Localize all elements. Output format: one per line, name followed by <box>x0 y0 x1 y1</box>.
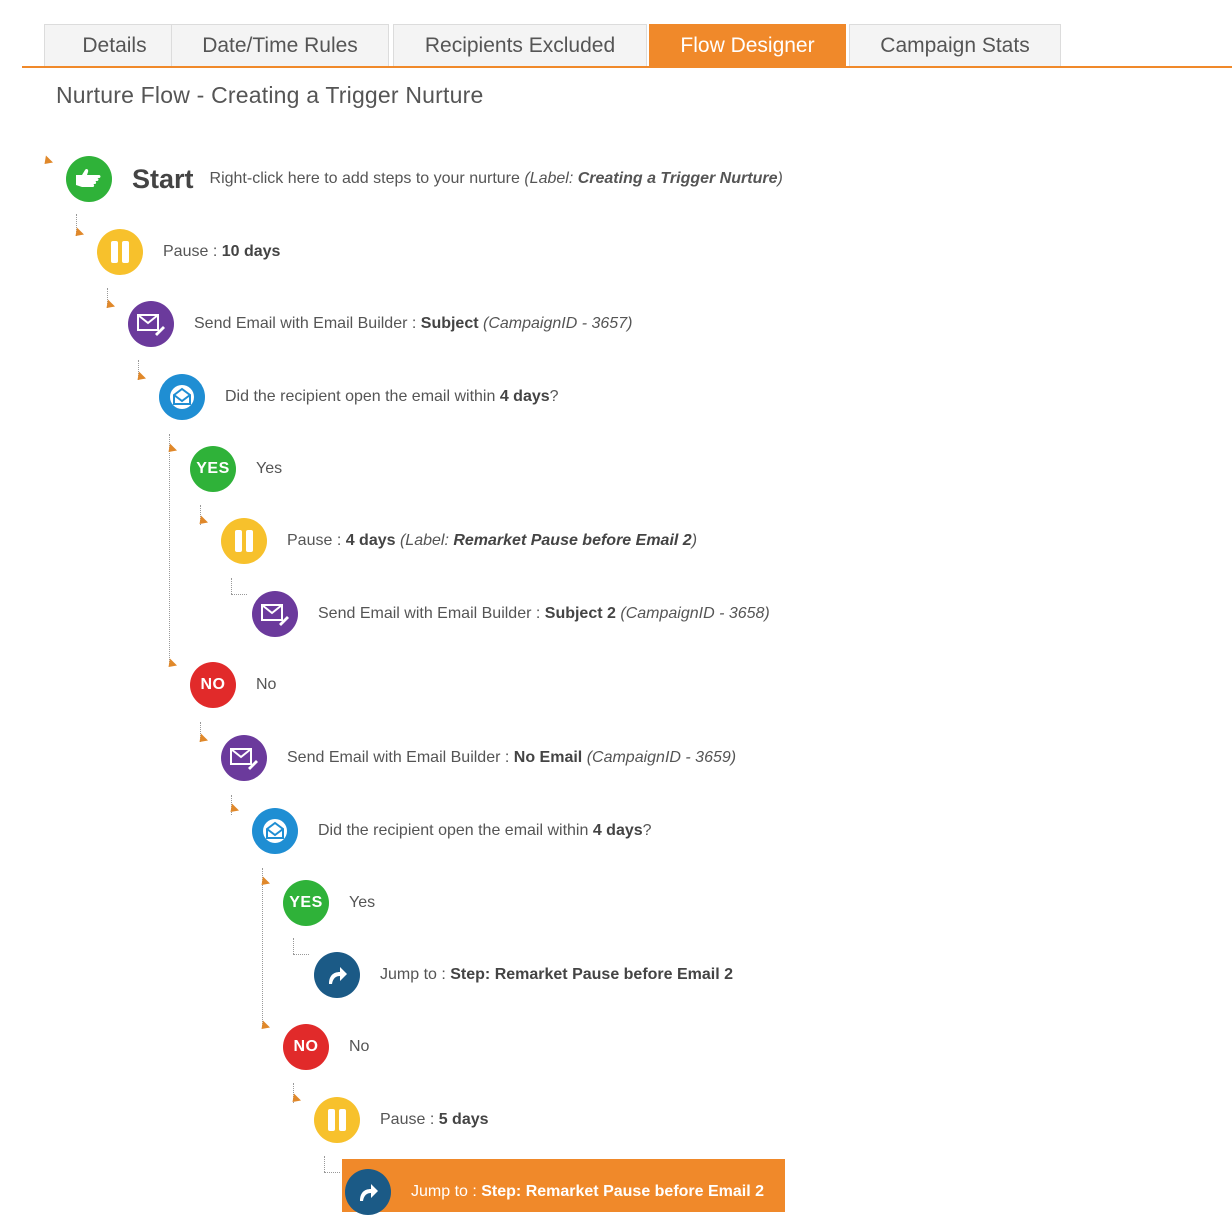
collapse-caret-icon[interactable] <box>72 227 84 239</box>
yes-branch[interactable] <box>190 446 282 492</box>
jump-arrow-icon <box>345 1169 391 1215</box>
branch-label: Yes <box>349 894 376 911</box>
step-label: Send Email with Email Builder : Subject 2 (CampaignID - 3658) <box>318 605 770 622</box>
tab-recipients-excluded[interactable] <box>393 24 647 66</box>
pause-step[interactable] <box>221 518 697 564</box>
collapse-caret-icon[interactable] <box>41 155 53 167</box>
condition-step[interactable] <box>159 374 559 420</box>
email-builder-icon <box>252 591 298 637</box>
yes-badge-icon: YES <box>190 446 236 492</box>
step-label: Pause : 10 days <box>163 243 281 260</box>
branch-label: Yes <box>256 460 283 477</box>
email-builder-icon <box>128 301 174 347</box>
step-label: Jump to : Step: Remarket Pause before Email 2 <box>380 966 734 983</box>
tab-date-time-rules[interactable] <box>171 24 389 66</box>
pause-icon <box>314 1097 360 1143</box>
open-email-icon <box>159 374 205 420</box>
tab-label: Recipients Excluded <box>424 33 616 57</box>
step-label: Did the recipient open the email within 4 days? <box>225 388 559 405</box>
yes-badge-icon: YES <box>283 880 329 926</box>
step-label: Did the recipient open the email within 4 days? <box>318 822 652 839</box>
tab-bar <box>22 24 1232 68</box>
pause-step[interactable] <box>97 229 280 275</box>
no-branch[interactable] <box>190 662 276 708</box>
tab-flow-designer[interactable] <box>649 24 846 66</box>
jump-step-selected[interactable] <box>345 1169 764 1215</box>
collapse-caret-icon[interactable] <box>165 658 177 670</box>
no-badge-icon: NO <box>190 662 236 708</box>
start-note: Right-click here to add steps to your nurture (Label: Creating a Trigger Nurture) <box>209 170 783 187</box>
collapse-caret-icon[interactable] <box>289 1093 301 1105</box>
send-email-step[interactable] <box>221 735 736 781</box>
jump-step[interactable] <box>314 952 733 998</box>
start-node[interactable] <box>66 156 783 202</box>
open-email-icon <box>252 808 298 854</box>
tab-label: Date/Time Rules <box>202 33 358 57</box>
send-email-step[interactable] <box>252 591 770 637</box>
collapse-caret-icon[interactable] <box>196 733 208 745</box>
condition-step[interactable] <box>252 808 652 854</box>
branch-label: No <box>349 1038 370 1055</box>
yes-branch[interactable] <box>283 880 375 926</box>
tab-label: Details <box>82 33 147 57</box>
connector <box>262 868 263 1028</box>
step-label: Send Email with Email Builder : No Email (CampaignID - 3659) <box>287 749 737 766</box>
collapse-caret-icon[interactable] <box>165 443 177 455</box>
pause-icon <box>221 518 267 564</box>
connector <box>293 954 309 955</box>
pause-step[interactable] <box>314 1097 489 1143</box>
branch-label: No <box>256 676 277 693</box>
connector <box>169 434 170 666</box>
connector <box>324 1172 340 1173</box>
email-builder-icon <box>221 735 267 781</box>
connector <box>324 1156 325 1172</box>
tab-campaign-stats[interactable] <box>849 24 1061 66</box>
jump-arrow-icon <box>314 952 360 998</box>
send-email-step[interactable] <box>128 301 632 347</box>
step-label: Send Email with Email Builder : Subject (CampaignID - 3657) <box>194 315 633 332</box>
collapse-caret-icon[interactable] <box>196 515 208 527</box>
tab-label: Flow Designer <box>680 33 815 57</box>
step-label: Pause : 4 days (Label: Remarket Pause before Email 2) <box>287 532 698 549</box>
collapse-caret-icon[interactable] <box>134 371 146 383</box>
no-branch[interactable] <box>283 1024 369 1070</box>
start-title: Start <box>132 163 194 194</box>
pointing-hand-icon <box>66 156 112 202</box>
pause-icon <box>97 229 143 275</box>
connector <box>293 938 294 954</box>
collapse-caret-icon[interactable] <box>258 876 270 888</box>
collapse-caret-icon[interactable] <box>258 1020 270 1032</box>
step-label: Pause : 5 days <box>380 1111 489 1128</box>
tab-label: Campaign Stats <box>880 33 1030 57</box>
collapse-caret-icon[interactable] <box>103 299 115 311</box>
collapse-caret-icon[interactable] <box>227 803 239 815</box>
connector <box>231 578 232 594</box>
step-label: Jump to : Step: Remarket Pause before Email 2 <box>411 1183 765 1200</box>
connector <box>231 594 247 595</box>
page-title: Nurture Flow - Creating a Trigger Nurture <box>56 82 484 108</box>
no-badge-icon: NO <box>283 1024 329 1070</box>
tab-details[interactable] <box>44 24 185 66</box>
